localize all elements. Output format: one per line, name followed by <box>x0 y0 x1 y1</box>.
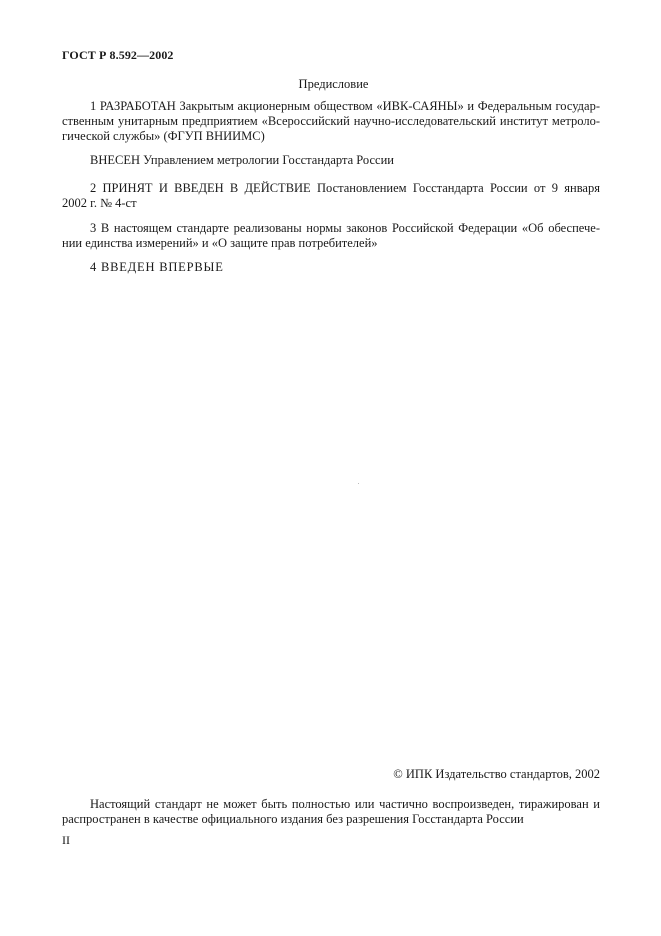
paragraph-adopted <box>62 181 600 211</box>
paragraph-line: гической службы» (ФГУП ВНИИМС) <box>62 129 265 143</box>
paragraph-line: нии единства измерений» и «О защите прав потребителей» <box>62 236 378 250</box>
copyright-line: © ИПК Издательство стандартов, 2002 <box>393 767 600 781</box>
document-code: ГОСТ Р 8.592—2002 <box>62 48 174 62</box>
paragraph-line: 2 ПРИНЯТ И ВВЕДЕН В ДЕЙСТВИЕ Постановлением Госстандарта России от 9 января <box>90 181 600 195</box>
paragraph-line: 2002 г. № 4-ст <box>62 196 137 210</box>
paragraph-line: ВНЕСЕН Управлением метрологии Госстандарта России <box>90 153 394 167</box>
paragraph-line: 4 ВВЕДЕН ВПЕРВЫЕ <box>90 260 224 274</box>
scan-speck <box>358 483 359 484</box>
notice-line: Настоящий стандарт не может быть полностью или частично воспроизведен, тиражирован и <box>90 797 600 811</box>
notice-line: распространен в качестве официального издания без разрешения Госстандарта России <box>62 812 524 826</box>
page-number: II <box>62 833 70 847</box>
paragraph-developed <box>62 99 600 144</box>
page-title: Предисловие <box>298 77 369 91</box>
paragraph-introduced-by <box>62 153 600 168</box>
paragraph-line: 1 РАЗРАБОТАН Закрытым акционерным обществом «ИВК-САЯНЫ» и Федеральным государ- <box>90 99 600 113</box>
reproduction-notice <box>62 797 600 827</box>
paragraph-line: 3 В настоящем стандарте реализованы нормы законов Российской Федерации «Об обеспече- <box>90 221 600 235</box>
paragraph-line: ственным унитарным предприятием «Всероссийский научно-исследовательский институт метроло- <box>62 114 600 128</box>
paragraph-laws <box>62 221 600 251</box>
paragraph-first-introduced <box>62 260 600 275</box>
